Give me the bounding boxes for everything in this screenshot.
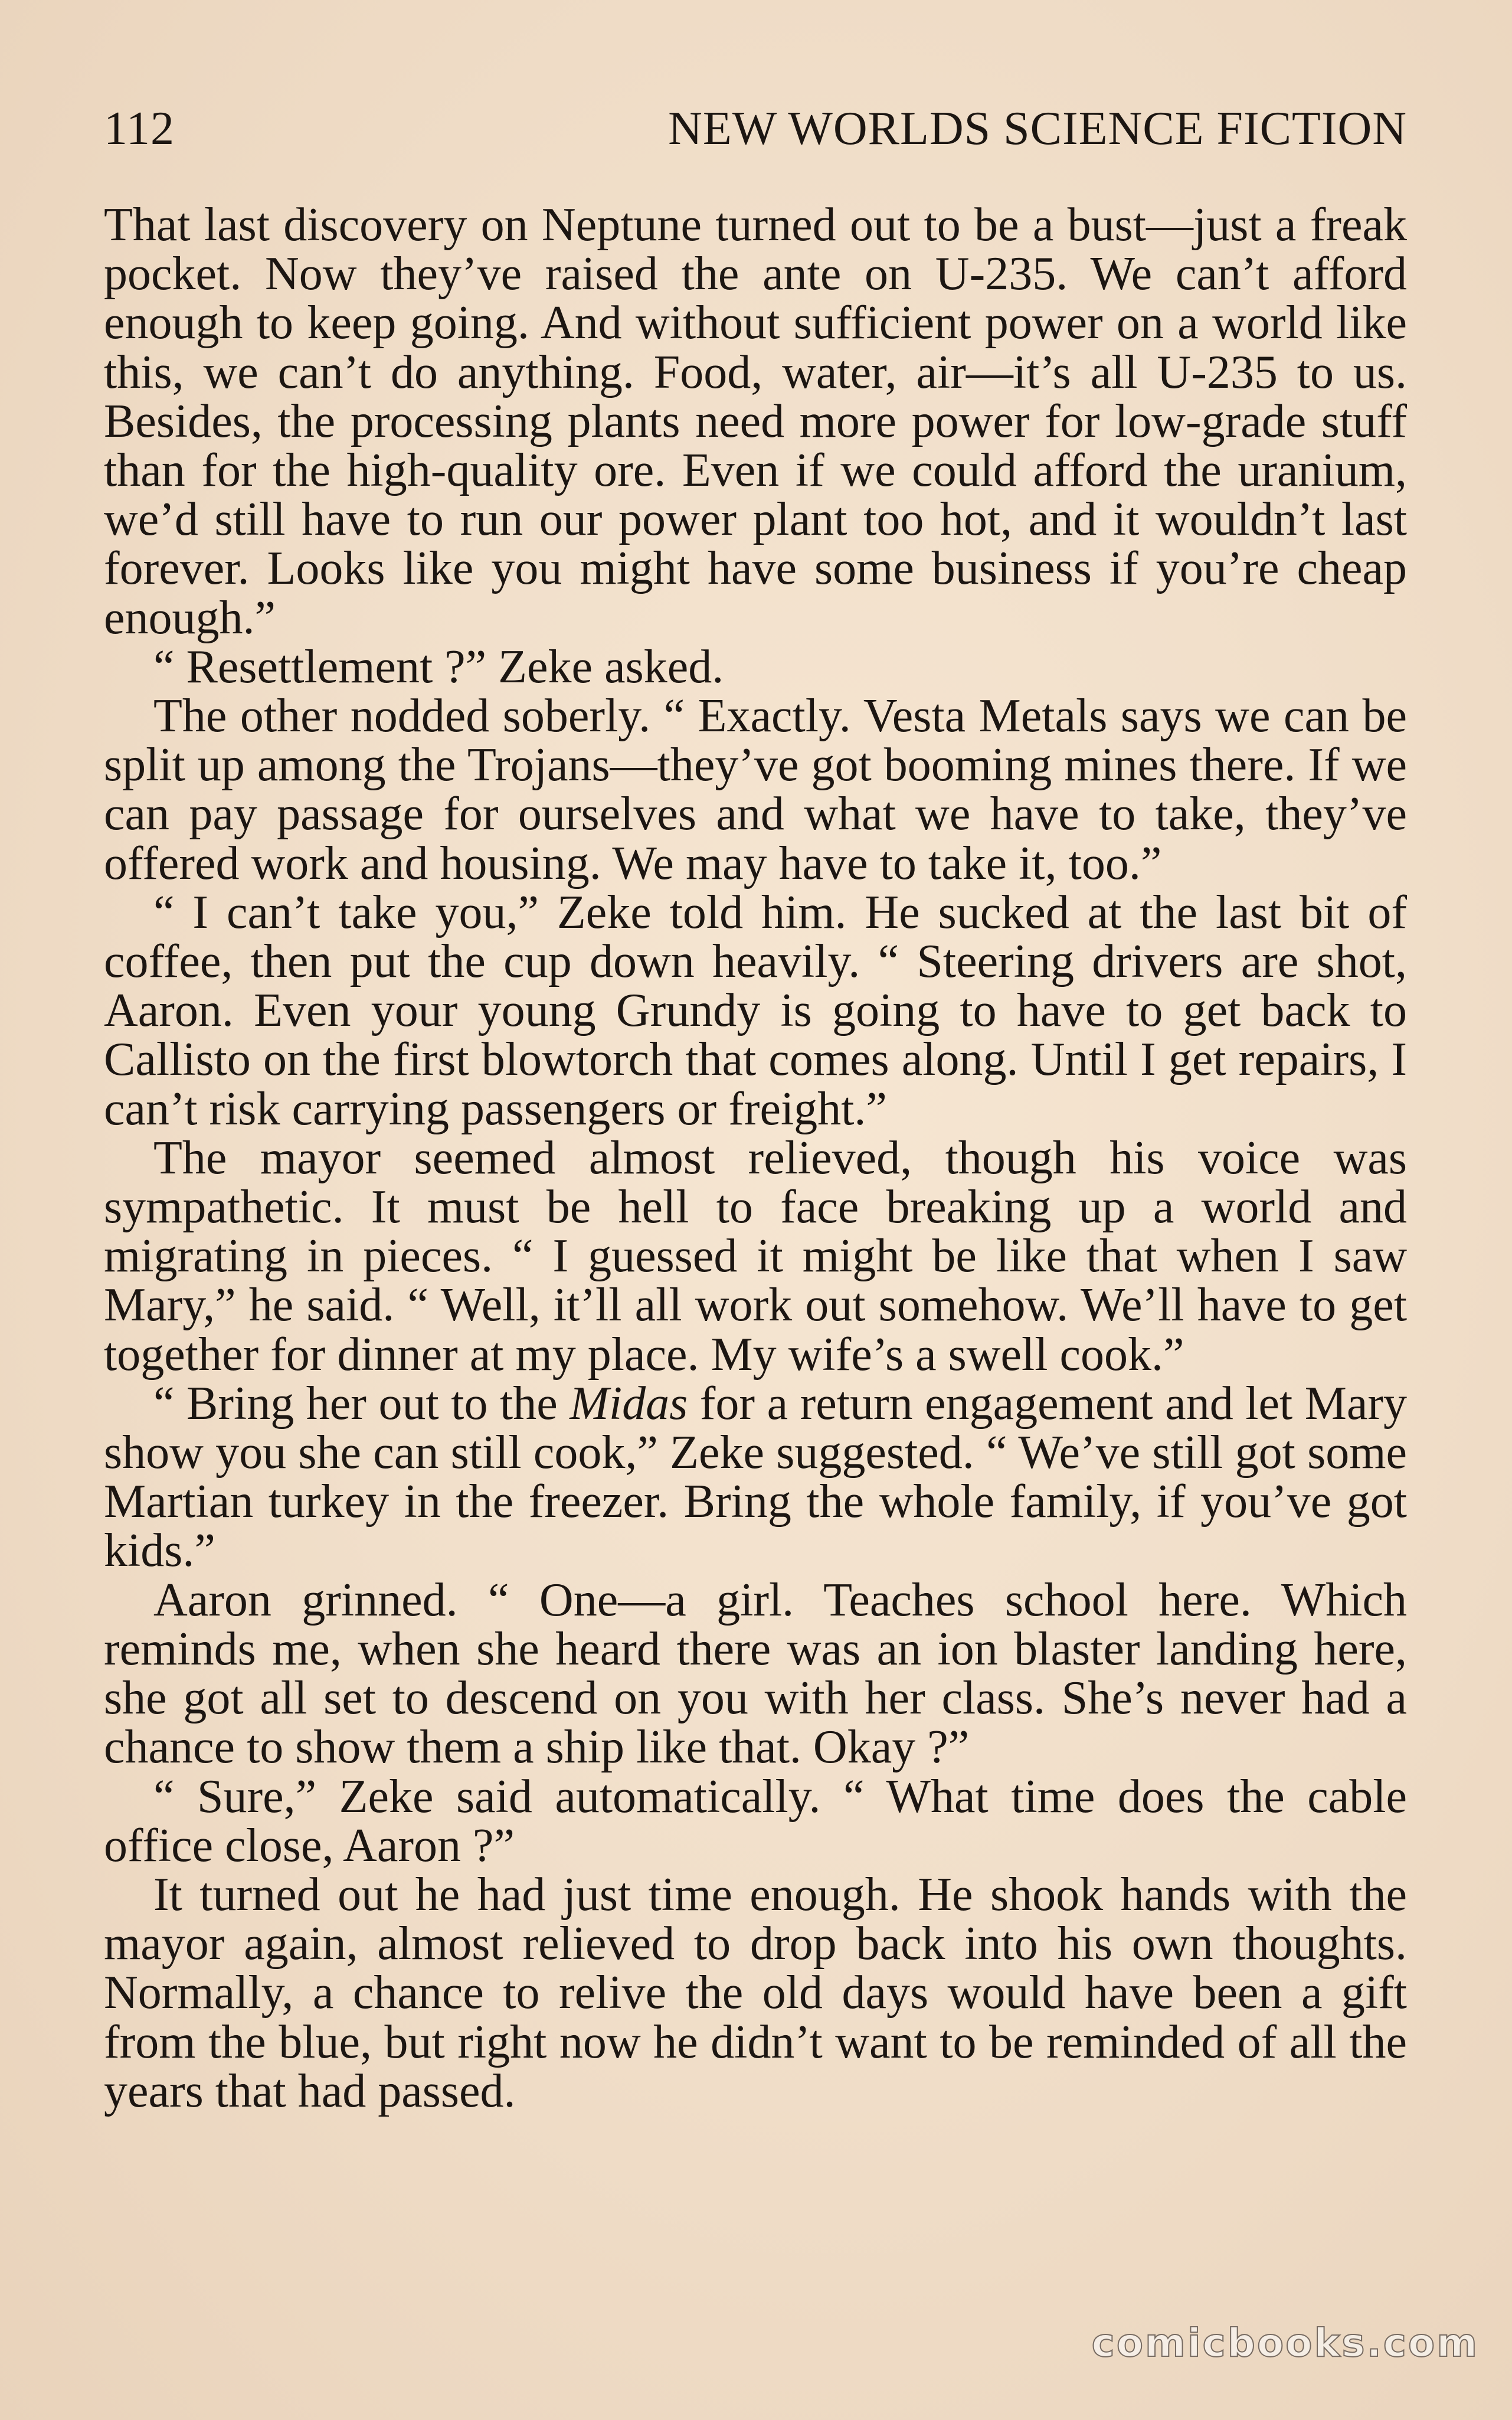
ship-name-midas: Midas (570, 1377, 688, 1430)
paragraph-resettlement-question: “ Resettlement ?” Zeke asked. (153, 640, 724, 693)
paragraph-midas-text-before: “ Bring her out to the (153, 1377, 570, 1430)
paragraph-time-enough: It turned out he had just time enough. He shook hands with the mayor again, almost relieved to drop back into his own thoughts. Normally, a chance to relive the old days would have been a gift from the blue, but right now he didn’t want to be reminded of all the years that had passed. (104, 1868, 1407, 2117)
body-text (104, 201, 1407, 2116)
paragraph-mayor-relieved: The mayor seemed almost relieved, though his voice was sympathetic. It must be hell to face breaking up a world and migrating in pieces. “ I guessed it might be like that when I saw Mary,” he said. “ Well, it’ll all work out somehow. We’ll have to get together for dinner at my place. My wife’s a swell cook.” (104, 1131, 1407, 1381)
paragraph-midas-text-after: for a return engagement and let Mary show you she can still cook,” Zeke suggested. “ We’ve still got some Martian turkey in the freezer. Bring the whole family, if you’ve got kids.” (104, 1377, 1407, 1577)
watermark-logo: comicbooks.com (1091, 2320, 1479, 2366)
paragraph-neptune-discovery: That last discovery on Neptune turned out to be a bust—just a freak pocket. Now they’ve raised the ante on U-235. We can’t afford enough to keep going. And without sufficient power on a world like this, we can’t do anything. Food, water, air—it’s all U-235 to us. Besides, the processing plants need more power for low-grade stuff than for the high-quality ore. Even if we could afford the uranium, we’d still have to run our power plant too hot, and it wouldn’t last forever. Looks like you might have some business if you’re cheap enough.” (104, 199, 1407, 644)
running-head (104, 99, 1407, 158)
paragraph-aaron-grinned: Aaron grinned. “ One—a girl. Teaches school here. Which reminds me, when she heard there was an ion blaster landing here, she got all set to descend on you with her class. She’s never had a chance to show them a ship like that. Okay ?” (104, 1574, 1407, 1774)
paragraph-cable-office: “ Sure,” Zeke said automatically. “ What time does the cable office close, Aaron ?” (104, 1770, 1407, 1872)
paragraph-vesta-metals: The other nodded soberly. “ Exactly. Vesta Metals says we can be split up among the Trojans—they’ve got booming mines there. If we can pay passage for ourselves and what we have to take, they’ve offered work and housing. We may have to take it, too.” (104, 690, 1407, 889)
running-title: NEW WORLDS SCIENCE FICTION (668, 103, 1407, 155)
page-number: 112 (104, 103, 175, 155)
paragraph-midas-invitation (104, 1379, 1407, 1576)
paragraph-cant-take-you: “ I can’t take you,” Zeke told him. He sucked at the last bit of coffee, then put the cup down heavily. “ Steering drivers are shot, Aaron. Even your young Grundy is going to have to get back to Callisto on the first blowtorch that comes along. Until I get repairs, I can’t risk carrying passengers or freight.” (104, 886, 1407, 1135)
